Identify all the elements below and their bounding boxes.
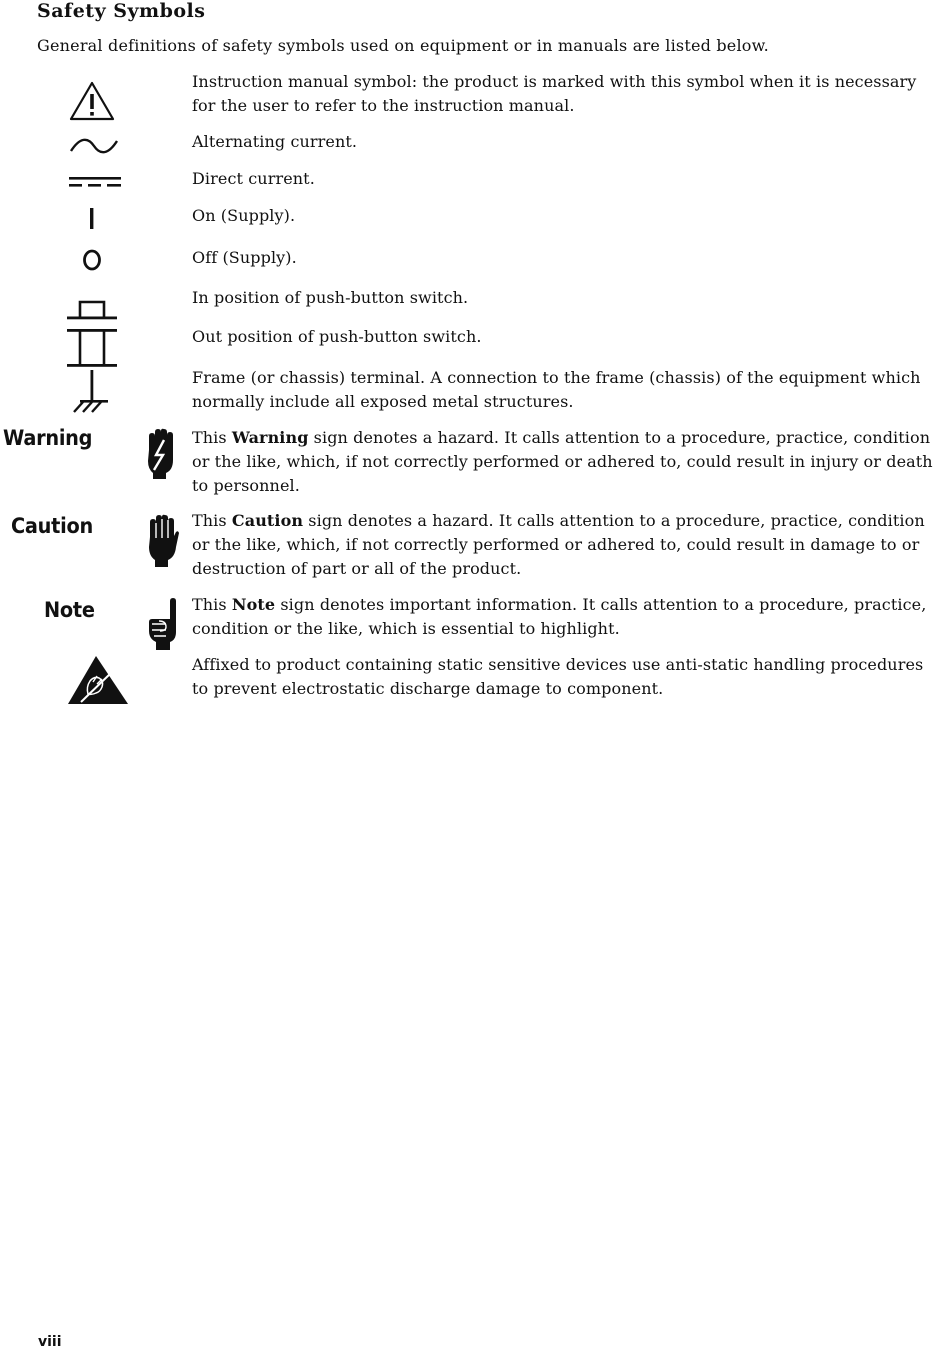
caution-text-prefix: This bbox=[192, 511, 232, 530]
alternating-current-icon bbox=[68, 136, 120, 158]
warning-hand-icon bbox=[144, 428, 178, 482]
warning-triangle-icon bbox=[68, 80, 116, 122]
off-supply-text: Off (Supply). bbox=[192, 248, 297, 267]
pointing-hand-icon bbox=[146, 598, 180, 652]
note-text bbox=[192, 593, 942, 641]
out-position-text: Out position of push-button switch. bbox=[192, 327, 482, 346]
note-text-body: sign denotes important information. It calls attention to a procedure, practice, condition or the like, which is essential to highlight. bbox=[192, 595, 927, 638]
on-supply-icon bbox=[86, 206, 98, 232]
warning-text-prefix: This bbox=[192, 428, 232, 447]
note-text-prefix: This bbox=[192, 595, 232, 614]
warning-text-body: sign denotes a hazard. It calls attention to a procedure, practice, condition or the like, which, if not correctly performed or adhered to, could result in injury or death to personnel. bbox=[192, 428, 933, 495]
caution-keyword: Caution bbox=[231, 511, 304, 530]
on-supply-text: On (Supply). bbox=[192, 206, 296, 225]
caution-hand-icon bbox=[146, 514, 180, 570]
dc-text: Direct current. bbox=[192, 169, 315, 188]
page-title: Safety Symbols bbox=[37, 0, 206, 22]
caution-text-body: sign denotes a hazard. It calls attention to a procedure, practice, condition or the like, which, if not correctly performed or adhered to, could result in damage to or destruction of part or all of the product. bbox=[192, 511, 925, 578]
warning-keyword: Warning bbox=[231, 428, 309, 447]
caution-text bbox=[192, 509, 942, 581]
off-supply-icon bbox=[80, 248, 104, 272]
esd-warning-icon bbox=[66, 654, 130, 706]
chassis-terminal-icon bbox=[70, 368, 116, 416]
note-keyword: Note bbox=[231, 595, 276, 614]
caution-label: Caution bbox=[11, 514, 93, 538]
frame-terminal-text: Frame (or chassis) terminal. A connection to the frame (chassis) of the equipment which normally include all exposed metal structures. bbox=[192, 368, 921, 411]
push-button-out-icon bbox=[64, 326, 120, 370]
esd-text: Affixed to product containing static sensitive devices use anti-static handling procedures to prevent electrostatic discharge damage to component. bbox=[192, 655, 924, 698]
note-label: Note bbox=[44, 598, 95, 622]
warning-text bbox=[192, 426, 942, 498]
push-button-in-icon bbox=[64, 298, 120, 322]
manual-symbol-text: Instruction manual symbol: the product is marked with this symbol when it is necessary for the user to refer to the instruction manual. bbox=[192, 72, 917, 115]
intro-text: General definitions of safety symbols used on equipment or in manuals are listed below. bbox=[37, 36, 769, 55]
page-number: viii bbox=[38, 1334, 62, 1350]
in-position-text: In position of push-button switch. bbox=[192, 288, 469, 307]
ac-text: Alternating current. bbox=[192, 132, 358, 151]
warning-label: Warning bbox=[3, 426, 93, 450]
direct-current-icon bbox=[68, 174, 122, 190]
